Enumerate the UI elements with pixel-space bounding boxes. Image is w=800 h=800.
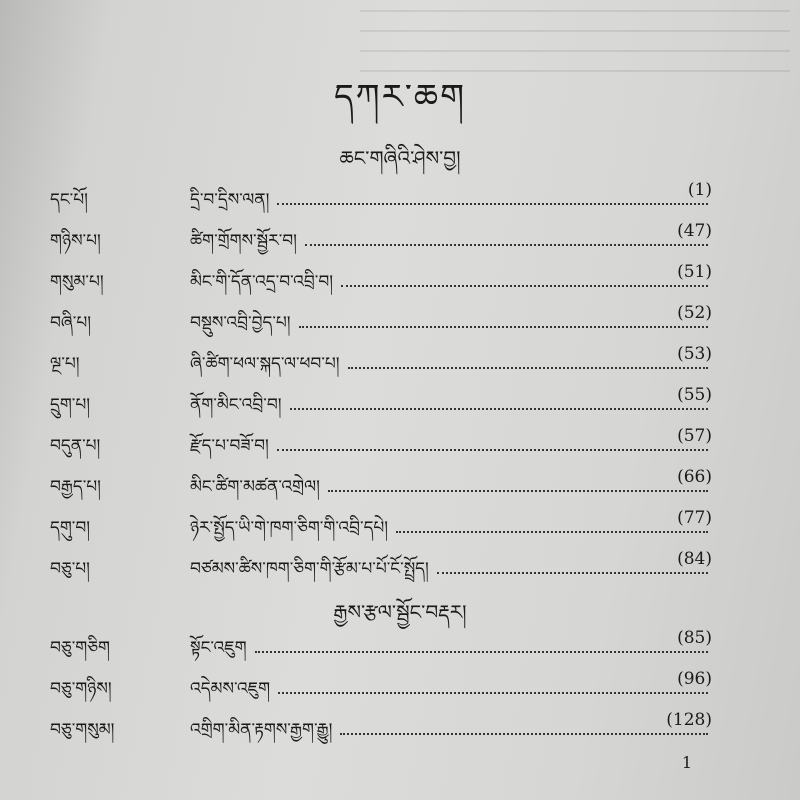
chapter-title: ཉེར་སྤྱོད་ཡི་གེ་ཁག་ཅིག་གི་འབྲི་དཔེ། xyxy=(190,518,389,538)
leader-dots xyxy=(328,490,708,492)
chapter-title: བཙམས་ཚིས་ཁག་ཅིག་གི་རྩོམ་པ་པོ་ངོ་སྤྲོད། xyxy=(190,559,429,579)
chapter-number: བཅུ་གཅིག xyxy=(50,638,111,658)
leader-dots xyxy=(277,449,708,451)
toc-row xyxy=(0,381,800,415)
toc-row xyxy=(0,545,800,579)
toc-row xyxy=(0,665,800,699)
page-ref: (52) xyxy=(677,303,712,323)
leader-dots xyxy=(348,367,708,369)
chapter-title: རྫོད་པ་བཟོ་བ། xyxy=(190,436,269,456)
leader-dots xyxy=(396,531,708,533)
chapter-title: ཚིག་གྲོགས་སྦྱོར་བ། xyxy=(190,231,297,251)
leader-dots xyxy=(278,692,708,694)
leader-dots xyxy=(255,651,708,653)
toc-row xyxy=(0,422,800,456)
section-heading-part1: ཆང་གཞིའི་ཤེས་བྱ། xyxy=(339,146,461,170)
page-ref: (85) xyxy=(677,628,712,648)
chapter-number: བདུན་པ། xyxy=(50,436,101,456)
toc-row xyxy=(0,258,800,292)
toc-row xyxy=(0,706,800,740)
page-ref: (96) xyxy=(677,669,712,689)
chapter-title: ནོག་མིང་འབྲི་བ། xyxy=(190,395,282,415)
page-ref: (66) xyxy=(677,467,712,487)
chapter-number: གསུམ་པ། xyxy=(50,272,104,292)
leader-dots xyxy=(305,244,708,246)
toc-row xyxy=(0,504,800,538)
chapter-number: གཉིས་པ། xyxy=(50,231,101,251)
page-ref: (47) xyxy=(677,221,712,241)
toc-row xyxy=(0,340,800,374)
leader-dots xyxy=(437,572,708,574)
toc-row xyxy=(0,299,800,333)
chapter-title: མིང་གི་དོན་འདྲ་བ་འབྲི་བ། xyxy=(190,272,334,292)
toc-row xyxy=(0,463,800,497)
page-number: 1 xyxy=(681,753,692,772)
chapter-number: བཅུ་གསུམ། xyxy=(50,720,115,740)
leader-dots xyxy=(290,408,708,410)
chapter-title: དྲི་བ་དྲིས་ལན། xyxy=(190,190,270,210)
chapter-number: བརྒྱད་པ། xyxy=(50,477,101,497)
chapter-title: མིང་ཚིག་མཚན་འགྲེལ། xyxy=(190,477,320,497)
page-ref: (1) xyxy=(687,180,712,200)
chapter-title: འདེམས་འཇུག xyxy=(190,679,271,699)
chapter-number: བཅུ་པ། xyxy=(50,559,90,579)
leader-dots xyxy=(299,326,708,328)
page-ref: (53) xyxy=(677,344,712,364)
chapter-title: ཞི་ཚིག་ཕལ་སྐད་ལ་ཕབ་པ། xyxy=(190,354,340,374)
section-heading-part2: རྒྱས་རྩལ་སྦྱོང་བརྡར། xyxy=(333,600,467,624)
leader-dots xyxy=(277,203,708,205)
leader-dots xyxy=(340,733,708,735)
chapter-title: འགྲིག་མིན་རྟགས་རྒྱག་རྒྱུ། xyxy=(190,720,333,740)
chapter-number: བཞི་པ། xyxy=(50,313,92,333)
chapter-number: དགུ་བ། xyxy=(50,518,91,538)
leader-dots xyxy=(341,285,708,287)
page-ref: (55) xyxy=(677,385,712,405)
page-ref: (51) xyxy=(677,262,712,282)
chapter-title: སྟོང་འཇུག xyxy=(190,638,247,658)
toc-row xyxy=(0,217,800,251)
toc-row xyxy=(0,176,800,210)
page-ref: (77) xyxy=(677,508,712,528)
page-ref: (57) xyxy=(677,426,712,446)
chapter-number: དྲུག་པ། xyxy=(50,395,91,415)
page-ref: (84) xyxy=(677,549,712,569)
page-ref: (128) xyxy=(666,710,712,730)
chapter-number: དང་པོ། xyxy=(50,190,88,210)
chapter-number: བཅུ་གཉིས། xyxy=(50,679,112,699)
toc-row xyxy=(0,624,800,658)
chapter-number: ལྔ་པ། xyxy=(50,354,80,374)
chapter-title: བསྡུས་འབྲི་བྱེད་པ། xyxy=(190,313,291,333)
page-title: དཀར་ཆག xyxy=(333,77,467,117)
